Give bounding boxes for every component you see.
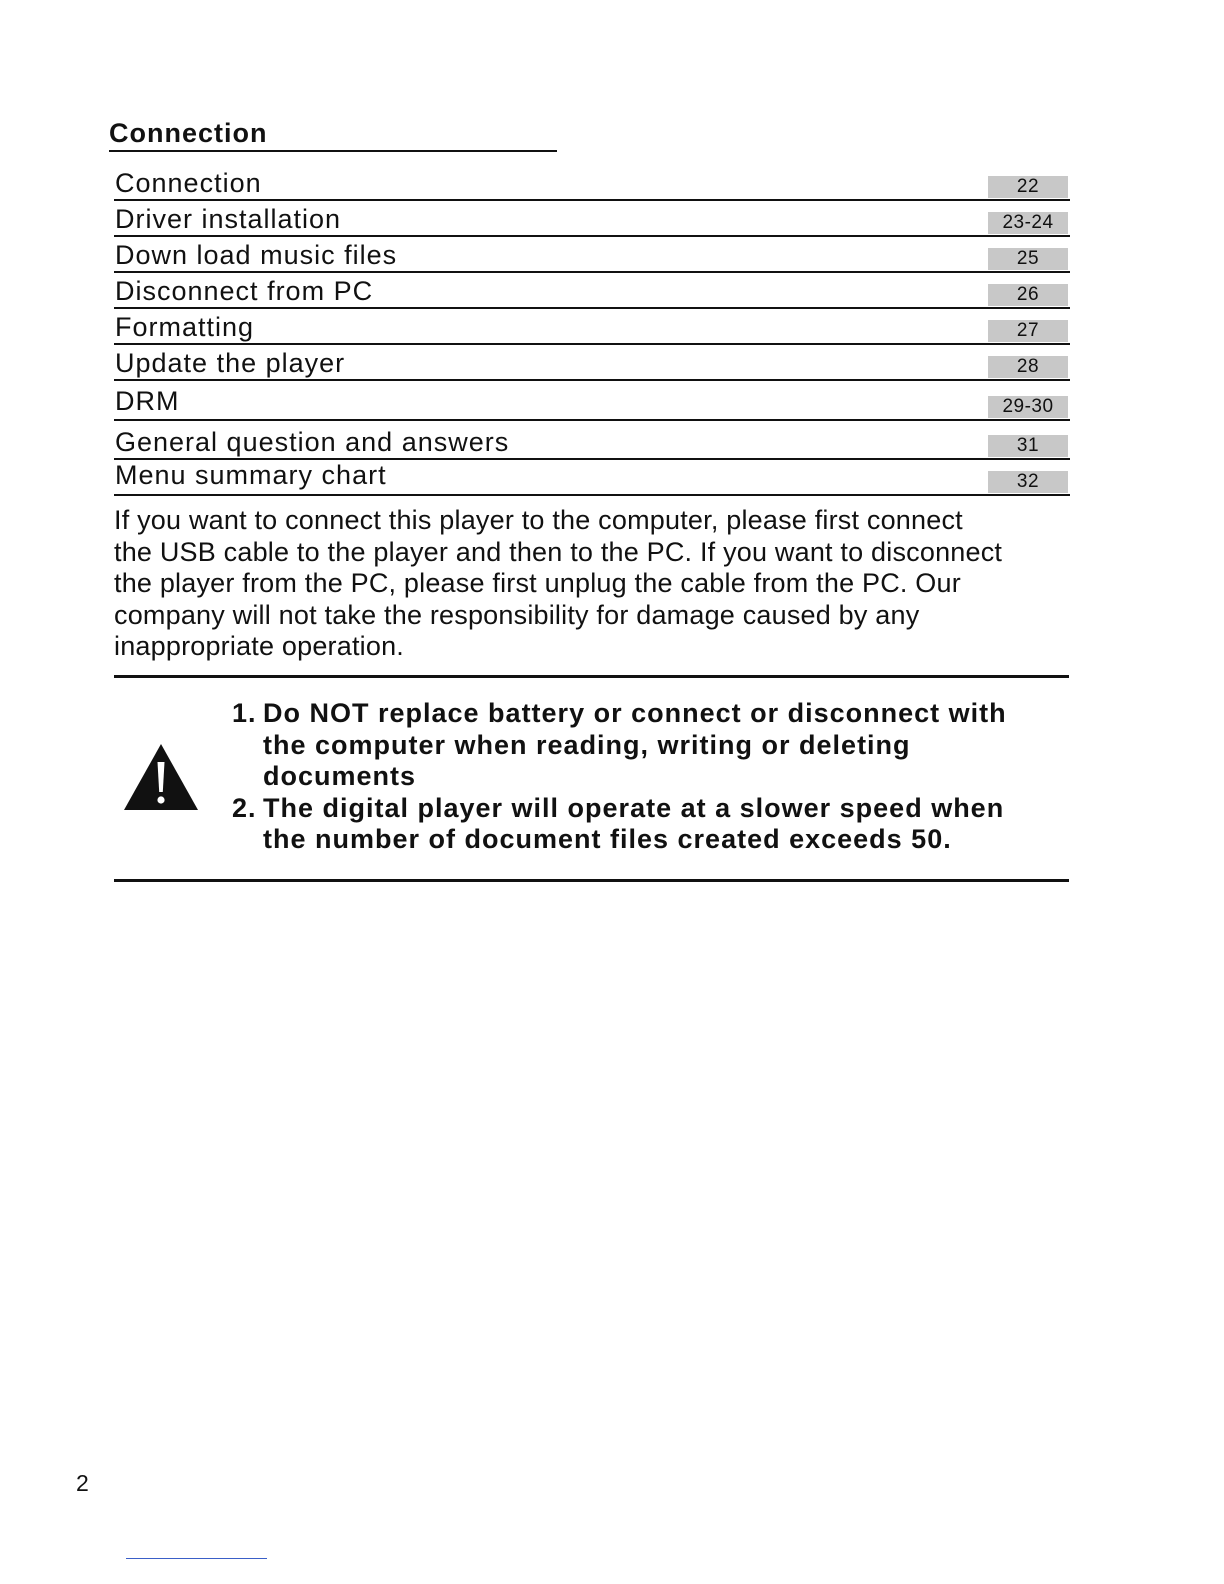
warning-item <box>232 793 1082 856</box>
section-title: Connection <box>109 116 557 152</box>
intro-line: the player from the PC, please first unplug the cable from the PC. Our <box>114 568 961 599</box>
warning-number: 2. <box>232 792 257 823</box>
toc-page-number: 32 <box>988 471 1068 493</box>
toc-page-number: 28 <box>988 356 1068 378</box>
toc-row[interactable] <box>114 345 1070 381</box>
intro-paragraph <box>114 505 1104 663</box>
toc-page-number: 29-30 <box>988 396 1068 418</box>
toc-row[interactable] <box>114 460 1070 496</box>
toc-label: Update the player <box>115 348 346 378</box>
intro-line: If you want to connect this player to the computer, please first connect <box>114 505 963 535</box>
toc-row[interactable] <box>114 201 1070 237</box>
toc-page-number: 27 <box>988 320 1068 342</box>
intro-line: inappropriate operation. <box>114 631 405 662</box>
warning-line: Do NOT replace battery or connect or disconnect with <box>263 698 1007 728</box>
warning-number: 1. <box>232 698 257 728</box>
toc-label: Connection <box>115 168 262 198</box>
divider-top <box>114 675 1069 678</box>
page-number: 2 <box>76 1470 89 1496</box>
intro-line: company will not take the responsibility for damage caused by any <box>114 599 920 630</box>
toc-label: DRM <box>115 386 180 416</box>
toc-row[interactable] <box>114 381 1070 421</box>
warning-line: the number of document files created exceeds 50. <box>263 824 952 855</box>
table-of-contents <box>114 165 1070 496</box>
warning-line: The digital player will operate at a slower speed when <box>263 792 1005 823</box>
warning-triangle-icon <box>122 742 200 812</box>
toc-label: Down load music files <box>115 240 398 270</box>
warning-line: the computer when reading, writing or deleting <box>263 729 911 760</box>
toc-label: Formatting <box>115 312 255 342</box>
toc-label: Driver installation <box>115 204 342 234</box>
toc-label: Menu summary chart <box>115 460 387 490</box>
toc-row[interactable] <box>114 309 1070 345</box>
toc-label: General question and answers <box>115 427 510 457</box>
toc-page-number: 23-24 <box>988 212 1068 234</box>
toc-row[interactable] <box>114 273 1070 309</box>
toc-page-number: 31 <box>988 435 1068 457</box>
toc-label: Disconnect from PC <box>115 276 374 306</box>
intro-line: the USB cable to the player and then to the PC. If you want to disconnect <box>114 536 1003 567</box>
warning-line: documents <box>263 761 417 792</box>
toc-row[interactable] <box>114 421 1070 460</box>
divider-bottom <box>114 879 1069 882</box>
toc-page-number: 26 <box>988 284 1068 306</box>
toc-row[interactable] <box>114 237 1070 273</box>
warning-list <box>232 698 1082 856</box>
footer-rule <box>126 1558 267 1559</box>
toc-page-number: 22 <box>988 176 1068 198</box>
toc-page-number: 25 <box>988 248 1068 270</box>
toc-row[interactable] <box>114 165 1070 201</box>
warning-item <box>232 698 1082 793</box>
